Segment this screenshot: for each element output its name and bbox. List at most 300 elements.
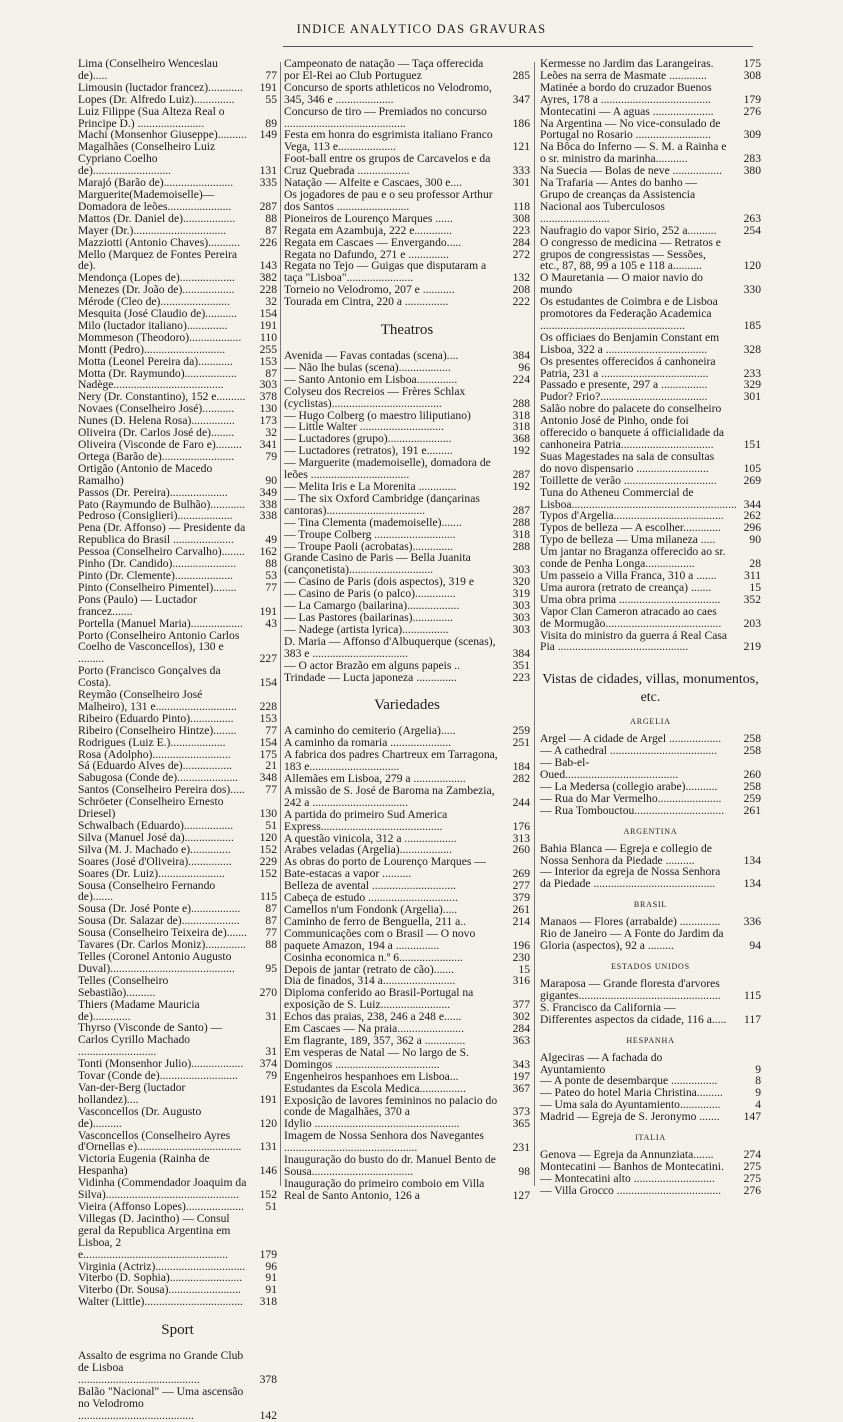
column-divider [534,62,535,1186]
entry-title: — Casino de Paris (o palco).............. [284,587,456,601]
index-entry [540,177,761,225]
entry-title: Em Cascaes — Na praia....................... [284,1022,464,1036]
entry-page-number: 79 [265,1069,277,1083]
entry-page-number: 259 [743,791,761,805]
entry-page-number: 308 [512,211,530,225]
entry-title: Visita do ministro da guerra á Real Casa Pia ............................................. [540,628,728,654]
index-entry [78,82,277,94]
entry-title: Engenheiros hespanhoes em Lisboa... [284,1069,459,1083]
entry-title: Victoria Eugenia (Rainha de Hespanha) [78,1152,210,1178]
entry-page-number: 152 [259,866,277,880]
entry-title: Uma aurora (retrato de creança) ....... [540,580,712,594]
entry-title: Menezes (Dr. João de).................. [78,283,235,297]
index-entry [284,636,530,660]
entry-page-number: 382 [259,271,277,285]
entry-page-number: 143 [259,259,277,273]
column-2 [284,58,530,1202]
index-entry [78,1106,277,1130]
entry-title: — Luctadores (retratos), 191 e......... [284,444,453,458]
entry-page-number: 276 [743,1183,761,1197]
entry-page-number: 303 [512,610,530,624]
entry-page-number: 21 [265,759,277,773]
entry-title: Algeciras — A fachada do Ayuntamiento [540,1050,663,1076]
entry-title: A caminho do cemiterio (Argelia)..... [284,724,456,738]
index-entry [78,630,277,666]
entry-title: Suas Magestades na sala de consultas do novo dispensario ......................... [540,449,715,475]
entry-title: Luiz Filippe (Sua Alteza Real o Principe D.) ....................... [78,104,225,130]
entry-title: Machi (Monsenhor Giuseppe).......... [78,128,247,142]
entry-page-number: 77 [265,783,277,797]
entry-title: Sabugosa (Conde de)..................... [78,771,239,785]
entry-page-number: 4 [755,1098,761,1112]
entry-page-number: 87 [265,366,277,380]
index-entry [284,624,530,636]
entry-page-number: 9 [755,1062,761,1076]
entry-page-number: 373 [512,1105,530,1119]
entry-page-number: 142 [259,1408,277,1422]
entry-title: Na Bôca do Inferno — S. M. a Rainha e o sr. ministro da marinha........... [540,140,727,166]
index-entry [78,951,277,975]
column-3 [540,58,761,1197]
index-entry [78,856,277,868]
index-entry [284,213,530,225]
entry-title: Sousa (Conselheiro Fernando de)....... [78,878,216,904]
region-heading: ITALIA [635,1133,666,1143]
entry-title: Thiers (Madame Mauricia de)............. [78,997,200,1023]
index-entry [78,344,277,356]
entry-page-number: 276 [743,104,761,118]
entry-page-number: 131 [259,1140,277,1154]
index-entry [284,1095,530,1119]
entry-page-number: 147 [743,1110,761,1124]
entry-page-number: 131 [259,164,277,178]
entry-page-number: 284 [512,1022,530,1036]
entry-title: Sousa (Conselheiro Teixeira de)....... [78,926,247,940]
entry-title: As obras do porto de Lourenço Marques — Bate-estacas a vapor .......... [284,855,486,881]
index-entry [284,660,530,672]
entry-title: Na Argentina — No vice-consulado de Portugal no Rosario .......................... [540,116,721,142]
entry-title: Montecatini — A aguas ..................... [540,104,714,118]
entry-title: Marajó (Barão de)........................ [78,176,234,190]
entry-page-number: 214 [512,914,530,928]
index-entry [284,493,530,517]
entry-title: Montecatini — Banhos de Montecatini. [540,1159,724,1173]
entry-page-number: 287 [512,503,530,517]
entry-page-number: 311 [744,568,761,582]
entry-page-number: 380 [743,164,761,178]
entry-title: — Interior da egreja de Nossa Senhora da Piedade .......................................... [540,865,721,891]
entry-title: Naufragio do vapor Sirio, 252 a.......... [540,223,717,237]
header-rule [283,46,753,47]
entry-page-number: 260 [743,768,761,782]
entry-page-number: 274 [743,1148,761,1162]
entry-title: Um passeio a Villa Franca, 310 a ....... [540,568,717,582]
entry-page-number: 121 [512,140,530,154]
entry-title: Telles (Coronel Antonio Augusto Duval)........................................... [78,949,235,975]
entry-title: Leões na serra de Masmate ............. [540,68,707,82]
index-entry [540,1173,761,1185]
entry-title: Mello (Marquez de Fontes Pereira de). [78,247,238,273]
entry-title: Sousa (Dr. Salazar de).................... [78,914,240,928]
entry-title: Salão nobre do palacete do conselheiro Antonio José de Pinho, onde foi offerecido o banquete á officialidade da canhoneira Patria................................ [540,402,725,451]
entry-title: Uma obra prima ................................... [540,592,721,606]
entry-page-number: 226 [259,235,277,249]
entry-page-number: 51 [265,1200,277,1213]
index-entry [284,1178,530,1202]
index-entry [284,809,530,833]
section-title-vistas: Vistas de cidades, villas, monumentos, etc. [542,672,759,706]
entry-page-number: 87 [265,914,277,928]
entry-page-number: 328 [743,342,761,356]
index-entry [284,517,530,529]
index-entry [284,856,530,880]
entry-title: Rodrigues (Luiz E.)................... [78,735,226,749]
entry-page-number: 258 [743,732,761,746]
entry-page-number: 228 [259,699,277,713]
entry-title: Grande Casino de Paris — Bella Juanita (cançonetista)............................. [284,551,471,577]
index-entry [284,1130,530,1154]
entry-title: Passado e presente, 297 a ................ [540,378,708,392]
index-entry [540,296,761,332]
entry-page-number: 153 [259,354,277,368]
column-1 [78,58,277,1422]
index-entry [284,1047,530,1071]
entry-title: Mendonça (Lopes de)................... [78,271,235,285]
entry-page-number: 223 [512,223,530,237]
entry-title: — Pateo do hotel Maria Christina......... [540,1086,723,1100]
index-entry [540,1111,761,1123]
entry-title: Vasconcellos (Conselheiro Ayres d'Ornellas e).................................... [78,1128,242,1154]
entry-page-number: 230 [512,950,530,964]
index-entry [78,689,277,713]
entry-page-number: 262 [743,509,761,523]
index-entry [78,737,277,749]
entry-page-number: 351 [512,658,530,672]
entry-page-number: 270 [259,985,277,999]
entry-title: Concurso de sports athleticos no Velodromo, 345, 346 e .................... [284,80,492,106]
entry-page-number: 287 [259,199,277,213]
entry-title: — Nadege (artista lyrica)................ [284,622,449,636]
entry-page-number: 162 [259,545,277,559]
entry-title: Cabeça de estudo ............................... [284,891,458,905]
entry-title: Arabes veladas (Argelia).................. [284,843,452,857]
entry-page-number: 258 [743,744,761,758]
entry-page-number: 203 [743,616,761,630]
index-entry [284,552,530,576]
entry-page-number: 341 [259,438,277,451]
entry-title: Kermesse no Jardim das Larangeiras. [540,57,714,70]
entry-title: Genova — Egreja da Annunziata....... [540,1148,714,1162]
entry-page-number: 349 [259,485,277,499]
entry-title: Tovar (Conde de)........................... [78,1069,238,1083]
index-entry [540,866,761,890]
entry-title: Vapor Clan Cameron atracado ao caes de Mormugão........................................ [540,604,722,630]
entry-page-number: 197 [512,1069,530,1083]
entry-title: Rosa (Adolpho)........................... [78,747,231,761]
entry-page-number: 374 [259,1057,277,1071]
entry-title: — Rua Tombouctou............................... [540,803,725,817]
entry-title: Lopes (Dr. Alfredo Luiz).............. [78,92,235,106]
entry-page-number: 378 [259,390,277,404]
entry-page-number: 282 [512,772,530,786]
entry-page-number: 90 [749,533,761,547]
entry-title: Argel — A cidade de Argel .................. [540,732,722,746]
page-header: INDICE ANALYTICO DAS GRAVURAS [296,22,547,36]
entry-title: Telles (Conselheiro Sebastião).......... [78,973,169,999]
entry-title: Cosinha economica n.º 6...................... [284,950,463,964]
entry-title: Os officiaes do Benjamin Constant em Lisboa, 322 a ................................... [540,330,720,356]
entry-title: Milo (luctador italiano).............. [78,318,228,332]
entry-title: Regata no Dafundo, 271 e .............. [284,247,449,261]
entry-title: O congresso de medicina — Retratos e grupos de congressistas — Sessões, etc., 87, 88, 99 a 105 e 118 a.......... [540,235,721,273]
entry-page-number: 367 [512,1081,530,1095]
entry-page-number: 186 [512,116,530,130]
entry-title: Reymão (Conselheiro José Malheiro), 131 e............................ [78,688,237,713]
entry-title: Walter (Little).................................. [78,1295,243,1309]
entry-page-number: 191 [259,604,277,618]
entry-page-number: 288 [512,539,530,553]
index-entry [284,928,530,952]
entry-page-number: 43 [265,616,277,630]
index-entry [78,880,277,904]
index-entry [540,106,761,118]
entry-page-number: 149 [259,128,277,142]
entry-page-number: 95 [265,961,277,975]
entry-title: — Bab-el-Oued....................................... [540,756,679,782]
entry-page-number: 261 [512,903,530,916]
entry-title: Ortega (Barão de)......................... [78,449,235,463]
entry-page-number: 28 [749,557,761,571]
entry-title: O Mauretania — O maior navio do mundo [540,271,703,297]
entry-page-number: 31 [265,1009,277,1023]
entry-title: Typos de belleza — A escolher............. [540,521,721,535]
index-entry [540,1052,761,1076]
entry-title: Pinto (Dr. Clemente).................... [78,568,233,582]
entry-page-number: 261 [743,803,761,817]
index-entry [284,374,530,386]
entry-title: Dia de finados, 314 a......................... [284,974,456,988]
entry-title: Idylio .................................................. [284,1117,460,1131]
entry-title: Typos d'Argelia...................................... [540,509,724,523]
entry-page-number: 231 [512,1141,530,1155]
entry-title: — Casino de Paris (dois aspectos), 319 e [284,575,474,589]
index-entry [284,106,530,130]
entry-title: — Villa Grocco .................................... [540,1183,722,1197]
entry-page-number: 175 [743,57,761,70]
entry-page-number: 277 [512,879,530,893]
entry-page-number: 89 [265,116,277,130]
entry-title: Portella (Manuel Maria).................. [78,616,243,630]
entry-title: Diploma conferido ao Brasil-Portugal na exposição de S. Luiz........................ [284,986,474,1012]
entry-title: Inauguração do primeiro comboio em Villa Real de Santo Antonio, 126 a [284,1176,485,1202]
entry-page-number: 255 [259,342,277,356]
entry-page-number: 91 [265,1271,277,1285]
entry-page-number: 259 [512,724,530,738]
entry-page-number: 77 [265,926,277,940]
entry-title: S. Francisco da California — Differentes aspectos da cidade, 116 a..... [540,1000,727,1026]
entry-page-number: 344 [743,497,761,511]
entry-title: Pinto (Conselheiro Pimentel)........ [78,580,237,594]
index-entry [284,529,530,541]
index-entry [78,844,277,856]
entry-page-number: 118 [513,199,530,213]
entry-page-number: 51 [265,819,277,832]
region-heading: ARGELIA [630,717,671,727]
entry-title: — Marguerite (mademoiselle), domadora de leões .................................. [284,456,491,482]
entry-title: Pessoa (Conselheiro Carvalho)........ [78,545,245,559]
entry-page-number: 363 [512,1033,530,1047]
entry-page-number: 176 [512,819,530,833]
entry-title: — La Medersa (collegio arabe)........... [540,779,718,793]
index-entry [284,129,530,153]
entry-title: Mommeson (Theodoro).................. [78,330,242,344]
entry-page-number: 258 [743,779,761,793]
entry-title: Lima (Conselheiro Wenceslau de)..... [78,57,218,82]
entry-title: — Santo Antonio em Lisboa.............. [284,372,458,386]
entry-page-number: 151 [743,438,761,451]
entry-title: — O actor Brazão em alguns papeis .. [284,658,461,672]
index-entry [540,272,761,296]
region-heading: HESPANHA [626,1035,675,1045]
entry-page-number: 303 [259,378,277,392]
index-entry [540,582,761,594]
index-entry [540,1002,761,1026]
entry-title: D. Maria — Affonso d'Albuquerque (scenas), 383 e ................................. [284,634,496,660]
index-entry [284,237,530,249]
entry-title: Villegas (D. Jacintho) — Consul geral da Republica Argentina em Lisboa, 2 e.................................................. [78,1211,231,1261]
variedades-list-continued [540,58,761,653]
entry-title: Estudantes da Escola Medica................ [284,1081,466,1095]
entry-title: Depois de jantar (retrato de cão)....... [284,962,454,976]
entry-page-number: 77 [265,68,277,82]
entry-title: Imagem de Nossa Senhora dos Navegantes .............................................. [284,1129,484,1155]
entry-page-number: 260 [512,843,530,857]
index-entry [78,1177,277,1201]
entry-page-number: 179 [259,1247,277,1261]
entry-page-number: 352 [743,592,761,606]
entry-title: Madrid — Egreja de S. Jeronymo ....... [540,1110,720,1124]
index-entry [540,630,761,654]
entry-title: Oliveira (Dr. Carlos José de)........ [78,426,235,440]
entry-title: Passos (Dr. Pereira).................... [78,485,228,499]
entry-page-number: 285 [512,68,530,82]
index-entry [78,713,277,725]
entry-title: A questão vinicola, 312 a .................. [284,831,457,845]
entry-page-number: 318 [512,527,530,541]
index-entry [78,1261,277,1273]
entry-title: Mérode (Cleo de)........................ [78,295,230,309]
entry-page-number: 98 [518,1164,530,1178]
index-entry [540,356,761,380]
entry-page-number: 192 [512,480,530,493]
index-entry [78,106,277,130]
entry-title: Regata em Cascaes — Envergando..... [284,235,462,249]
index-entry [78,1022,277,1058]
entry-page-number: 120 [743,259,761,273]
entry-page-number: 338 [259,509,277,523]
entry-title: Sousa (Dr. José Ponte e)................. [78,902,241,916]
entry-page-number: 154 [259,307,277,321]
entry-title: Oliveira (Visconde de Faro e)......... [78,438,242,451]
entry-page-number: 49 [265,533,277,547]
entry-title: Pudor? Frio?..................................... [540,390,708,404]
index-entry [284,296,530,308]
entry-title: Vidinha (Commendador Joaquim da Silva).............................................. [78,1176,247,1202]
index-entry [540,805,761,817]
index-entry [540,237,761,273]
entry-page-number: 132 [512,271,530,285]
index-entry [540,978,761,1002]
entry-page-number: 368 [512,432,530,446]
index-entry [78,356,277,368]
entry-page-number: 175 [259,747,277,761]
index-entry [284,386,530,410]
index-entry [78,1130,277,1154]
entry-title: A caminho da romaria ..................... [284,736,452,750]
entry-page-number: 120 [259,1116,277,1130]
index-entry [78,332,277,344]
index-entry [540,403,761,451]
entry-page-number: 379 [512,891,530,905]
entry-page-number: 77 [265,580,277,594]
index-entry [284,952,530,964]
entry-page-number: 88 [265,557,277,571]
entry-title: Caminho de ferro de Benguella, 211 a.. [284,914,467,928]
entry-title: Ribeiro (Conselheiro Hintze)........ [78,723,237,737]
entry-title: Pena (Dr. Affonso) — Presidente da Republica do Brasil ..................... [78,521,246,547]
index-entry [284,1154,530,1178]
index-entry [540,606,761,630]
entry-title: Regata no Tejo — Guigas que disputaram a taça "Lisboa"....................... [284,259,487,285]
index-entry [78,1272,277,1284]
entry-page-number: 269 [512,867,530,881]
entry-title: Porto (Conselheiro Antonio Carlos Coelho de Vasconcellos), 130 e ......... [78,628,240,666]
entry-page-number: 152 [259,1188,277,1202]
entry-page-number: 288 [512,396,530,410]
entry-title: Motta (Dr. Raymundo).................. [78,366,237,380]
entry-title: Echos das praias, 238, 246 a 248 e...... [284,1010,462,1024]
entry-page-number: 191 [259,318,277,332]
entry-page-number: 384 [512,646,530,660]
index-entry [78,1201,277,1213]
entry-page-number: 284 [512,235,530,249]
entry-page-number: 318 [512,420,530,434]
entry-page-number: 32 [265,295,277,309]
entry-title: — Não lhe bulas (scena).................. [284,360,451,374]
index-entry [540,793,761,805]
entry-page-number: 87 [265,902,277,916]
index-entry [540,332,761,356]
entry-title: Silva (Manuel José da)................. [78,830,234,844]
entry-title: Pioneiros de Lourenço Marques ...... [284,211,453,225]
index-entry [78,249,277,273]
entry-page-number: 269 [743,473,761,487]
entry-page-number: 154 [259,735,277,749]
index-entry [78,665,277,689]
entry-title: Festa em honra do esgrimista italiano Franco Vega, 113 e.................... [284,128,493,154]
index-entry [78,1082,277,1106]
index-entry [78,999,277,1023]
column-divider [280,62,281,1186]
entry-title: — La Camargo (bailarina).................. [284,599,460,613]
entry-page-number: 115 [260,890,277,904]
entry-page-number: 302 [512,1010,530,1024]
entry-page-number: 318 [512,408,530,422]
entry-page-number: 316 [512,974,530,988]
index-entry [78,1386,277,1422]
entry-page-number: 15 [749,580,761,594]
entry-title: Motta (Leonel Pereira da)............ [78,354,233,368]
